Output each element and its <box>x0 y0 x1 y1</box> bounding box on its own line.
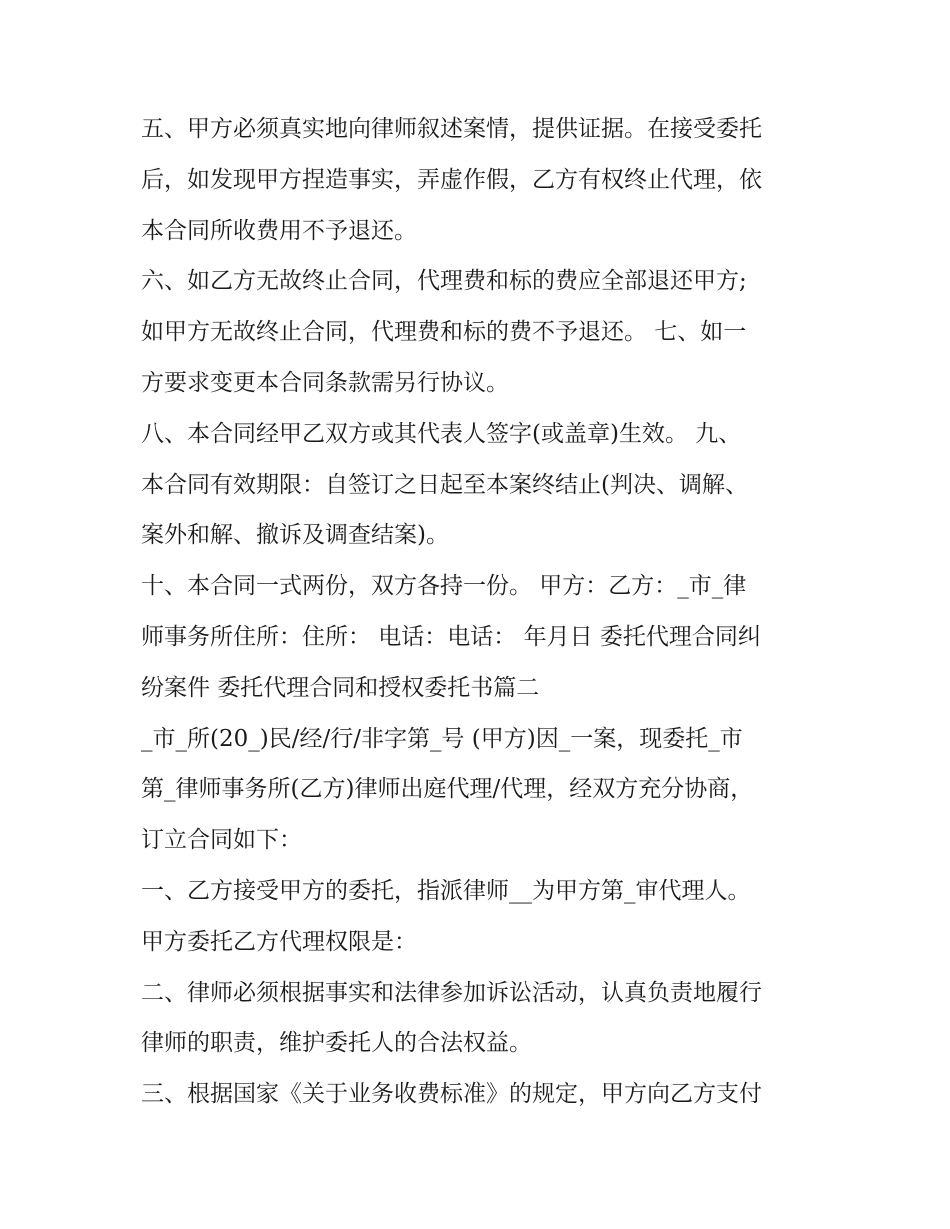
text-line: 一、乙方接受甲方的委托，指派律师__为甲方第_审代理人。 <box>141 877 751 904</box>
text-line: 方要求变更本合同条款需另行协议。 <box>141 369 509 396</box>
text-line: 三、根据国家《关于业务收费标准》的规定，甲方向乙方支付 <box>141 1081 762 1108</box>
text-line: 甲方委托乙方代理权限是： <box>141 928 417 955</box>
text-line: 六、如乙方无故终止合同，代理费和标的费应全部退还甲方; <box>141 268 747 295</box>
document-body <box>141 104 821 1120</box>
text-line: 十、本合同一式两份，双方各持一份。 甲方：乙方：_市_律 <box>141 573 747 600</box>
text-line: 纷案件 委托代理合同和授权委托书篇二 <box>141 674 540 701</box>
text-line: 本合同所收费用不予退还。 <box>141 217 417 244</box>
text-line: 师事务所住所：住所： 电话：电话： 年月日 委托代理合同纠 <box>141 623 761 650</box>
text-line: 八、本合同经甲乙双方或其代表人签字(或盖章)生效。 九、 <box>141 420 742 447</box>
text-line: 第_律师事务所(乙方)律师出庭代理/代理，经双方充分协商， <box>141 776 754 803</box>
text-line: 订立合同如下： <box>141 827 302 854</box>
text-line: 案外和解、撤诉及调查结案)。 <box>141 522 449 549</box>
text-line: 五、甲方必须真实地向律师叙述案情，提供证据。在接受委托 <box>141 116 762 142</box>
text-line: 如甲方无故终止合同，代理费和标的费不予退还。 七、如一 <box>141 319 747 346</box>
text-line: 二、律师必须根据事实和法律参加诉讼活动，认真负责地履行 <box>141 979 762 1006</box>
text-line: 律师的职责，维护委托人的合法权益。 <box>141 1030 532 1057</box>
text-line: 后，如发现甲方捏造事实，弄虚作假，乙方有权终止代理，依 <box>141 166 762 193</box>
text-line: 本合同有效期限：自签订之日起至本案终结止(判决、调解、 <box>141 471 748 498</box>
text-line: _市_所(20_)民/经/行/非字第_号 (甲方)因_一案，现委托_市 <box>141 725 743 752</box>
